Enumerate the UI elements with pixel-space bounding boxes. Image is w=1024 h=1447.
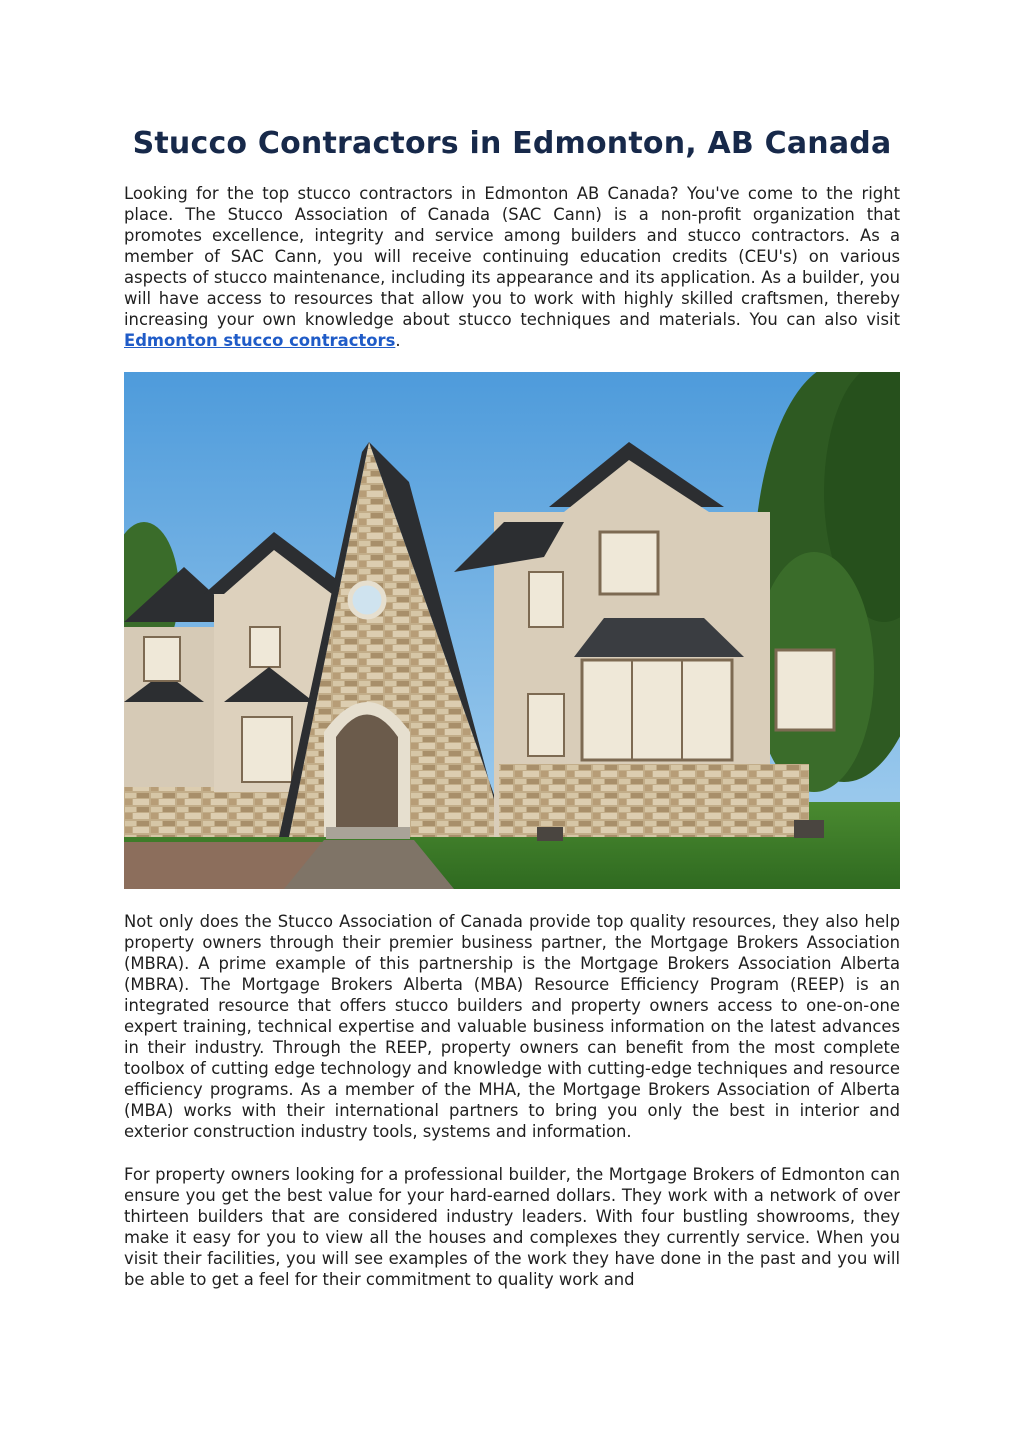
- body-paragraph-2: For property owners looking for a professional builder, the Mortgage Brokers of Edmonton can ensure you get the best value for your hard-earned dollars. They work with a network of over thirteen builders that are considered industry leaders. With four bustling showrooms, they make it easy for you to view all the houses and complexes they currently service. When you visit their facilities, you will see examples of the work they have done in the past and you will be able to get a feel for their commitment to quality work and: [124, 1165, 900, 1289]
- page-title: Stucco Contractors in Edmonton, AB Canada: [132, 126, 892, 161]
- body-paragraph-1: Not only does the Stucco Association of Canada provide top quality resources, they also help property owners through their premier business partner, the Mortgage Brokers Association (MBRA). A prime example of this partnership is the Mortgage Brokers Association Alberta (MBRA). The Mortgage Brokers Alberta (MBA) Resource Efficiency Program (REEP) is an integrated resource that offers stucco builders and property owners access to one-on-one expert training, technical expertise and valuable business information on the latest advances in their industry. Through the REEP, property owners can benefit from the most complete toolbox of cutting edge technology and knowledge with cutting-edge techniques and resource efficiency programs. As a member of the MHA, the Mortgage Brokers Association of Alberta (MBA) works with their international partners to bring you only the best in interior and exterior construction industry tools, systems and information.: [124, 912, 900, 1141]
- document-page: [124, 118, 900, 1290]
- intro-text: Looking for the top stucco contractors in Edmonton AB Canada? You've come to the right place. The Stucco Association of Canada (SAC Cann) is a non-profit organization that promotes excellence, integrity and service among builders and stucco contractors. As a member of SAC Cann, you will receive continuing education credits (CEU's) on various aspects of stucco maintenance, including its appearance and its application. As a builder, you will have access to resources that allow you to work with highly skilled craftsmen, thereby increasing your own knowledge about stucco techniques and materials. You can also visit: [124, 184, 900, 329]
- edmonton-stucco-contractors-link[interactable]: Edmonton stucco contractors: [124, 331, 396, 350]
- intro-paragraph: [124, 183, 900, 351]
- house-photo: [124, 372, 900, 889]
- intro-suffix: .: [395, 331, 401, 350]
